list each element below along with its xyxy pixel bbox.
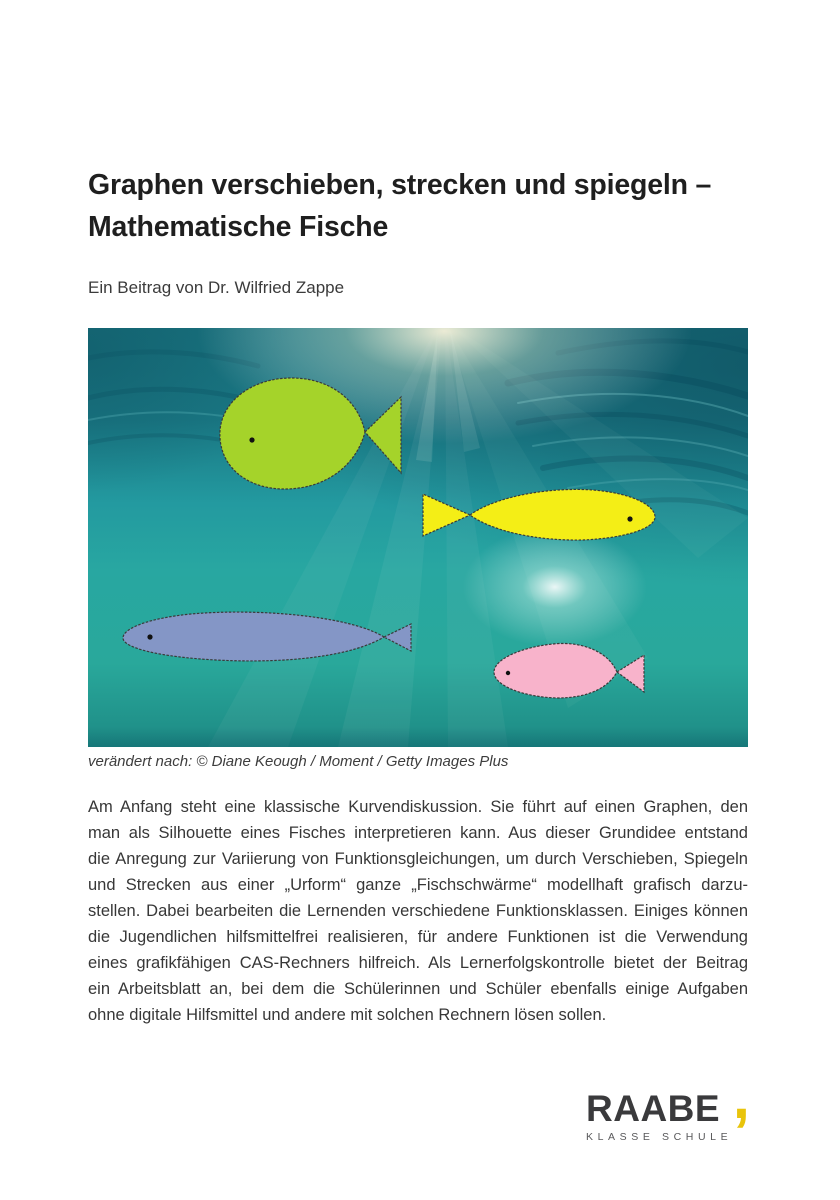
paragraph-line: ein Arbeitsblatt an, bei dem die Schülerinnen und Schüler ebenfalls einige Aufgaben [88, 980, 748, 998]
page-title-line2: Mathematische Fische [88, 211, 389, 243]
logo-wordmark: RAABE [586, 1088, 721, 1129]
image-credit: verändert nach: © Diane Keough / Moment / Getty Images Plus [88, 753, 509, 770]
paragraph-line: man als Silhouette eines Fisches interpretieren kann. Aus dieser Grundidee entstand [88, 824, 748, 842]
yellow-fish-eye [627, 516, 632, 521]
article-image [88, 328, 748, 747]
underwater-fish-illustration [88, 328, 748, 747]
paragraph-line: und Strecken aus einer „Urform“ ganze „Fischschwärme“ modellhaft grafisch darzu- [88, 876, 748, 894]
logo-tagline: KLASSE SCHULE [586, 1131, 733, 1143]
intro-paragraph [88, 794, 748, 1028]
paragraph-line: die Jugendlichen hilfsmittelfrei realisieren, für andere Funktionen ist die Verwendung [88, 928, 748, 946]
image-bottom-shadow [88, 727, 748, 747]
paragraph-line: stellen. Dabei bearbeiten die Lernenden verschiedene Funktionsklassen. Einiges können [88, 902, 748, 920]
paragraph-line: Am Anfang steht eine klassische Kurvendiskussion. Sie führt auf einen Graphen, den [88, 798, 748, 816]
blue-fish-eye [147, 634, 152, 639]
green-fish-eye [249, 437, 254, 442]
page-title [88, 164, 758, 248]
logo-comma-icon: , [732, 1063, 750, 1132]
byline: Ein Beitrag von Dr. Wilfried Zappe [88, 278, 345, 297]
paragraph-line: ohne digitale Hilfsmittel und andere mit solchen Rechnern lösen sollen. [88, 1006, 607, 1024]
pink-fish-eye [506, 671, 510, 675]
raabe-logo [586, 1063, 750, 1148]
page-title-line1: Graphen verschieben, strecken und spiegeln – [88, 169, 712, 201]
paragraph-line: eines grafikfähigen CAS-Rechners hilfreich. Als Lernerfolgskontrolle bietet der Beitrag [88, 954, 748, 972]
paragraph-line: die Anregung zur Variierung von Funktionsgleichungen, um durch Verschieben, Spiegeln [88, 850, 748, 868]
logo-wordmark-row [586, 1063, 750, 1132]
